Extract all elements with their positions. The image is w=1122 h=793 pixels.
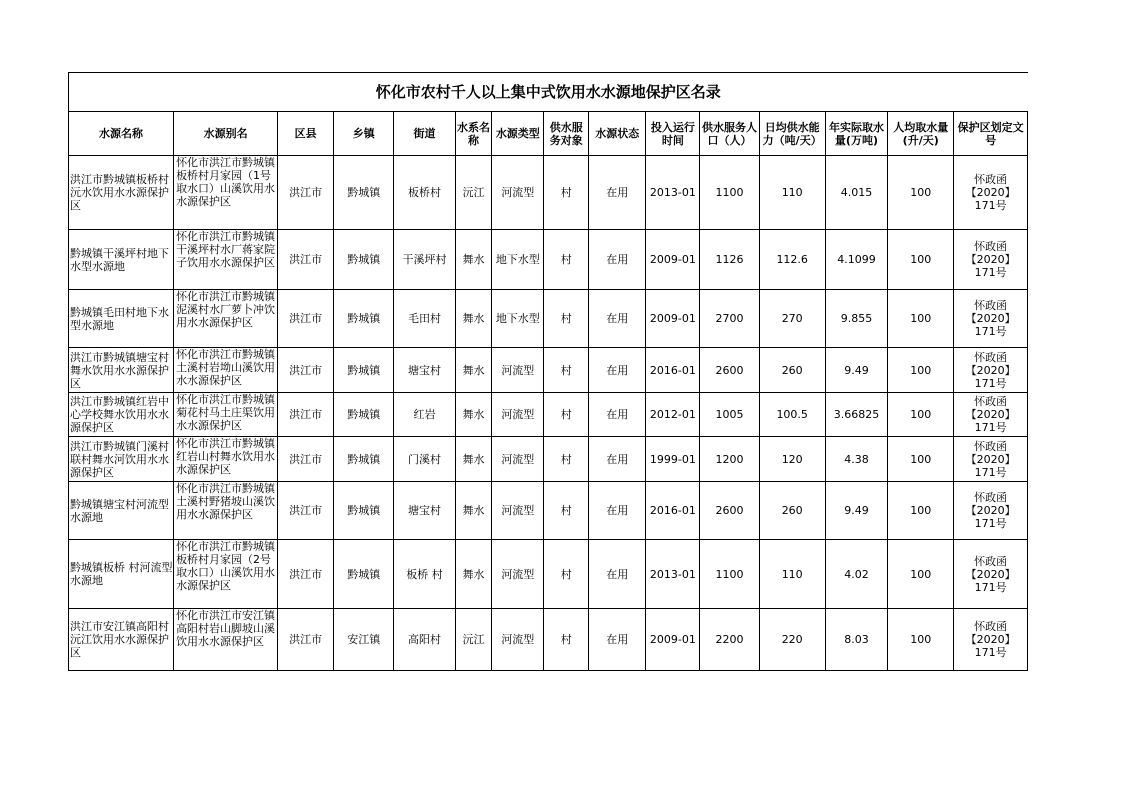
cell-county: 洪江市 [278, 393, 334, 437]
cell-river: 舞水 [455, 290, 492, 348]
cell-name: 洪江市黔城镇红岩中心学校舞水饮用水水源保护区 [69, 393, 174, 437]
column-header: 水系名称 [455, 112, 492, 156]
cell-street: 高阳村 [394, 609, 455, 671]
cell-date: 2016-01 [646, 348, 700, 393]
cell-river: 舞水 [455, 437, 492, 482]
cell-type: 河流型 [492, 437, 544, 482]
cell-street: 塘宝村 [394, 482, 455, 540]
cell-street: 红岩 [394, 393, 455, 437]
cell-county: 洪江市 [278, 290, 334, 348]
cell-percap: 100 [888, 437, 954, 482]
cell-cap: 112.6 [759, 230, 825, 290]
cell-county: 洪江市 [278, 348, 334, 393]
cell-percap: 100 [888, 540, 954, 609]
cell-cap: 110 [759, 540, 825, 609]
cell-name: 洪江市黔城镇板桥村沅水饮用水水源保护区 [69, 156, 174, 230]
cell-date: 1999-01 [646, 437, 700, 482]
cell-doc: 怀政函【2020】171号 [954, 540, 1028, 609]
cell-type: 河流型 [492, 540, 544, 609]
cell-target: 村 [544, 230, 589, 290]
cell-type: 地下水型 [492, 290, 544, 348]
column-header: 区县 [278, 112, 334, 156]
cell-river: 舞水 [455, 230, 492, 290]
column-header: 日均供水能力（吨/天） [759, 112, 825, 156]
cell-status: 在用 [589, 482, 646, 540]
column-header: 人均取水量(升/天) [888, 112, 954, 156]
cell-status: 在用 [589, 609, 646, 671]
cell-alias: 怀化市洪江市安江镇高阳村岩山脚坡山溪饮用水水源保护区 [174, 609, 278, 671]
cell-name: 黔城镇毛田村地下水型水源地 [69, 290, 174, 348]
cell-pop: 1100 [700, 540, 759, 609]
cell-status: 在用 [589, 348, 646, 393]
table-row [69, 230, 1028, 290]
cell-percap: 100 [888, 230, 954, 290]
cell-street: 干溪坪村 [394, 230, 455, 290]
cell-type: 河流型 [492, 393, 544, 437]
table-row [69, 393, 1028, 437]
cell-annual: 4.015 [825, 156, 887, 230]
cell-alias: 怀化市洪江市黔城镇红岩山村舞水饮用水水源保护区 [174, 437, 278, 482]
cell-name: 洪江市黔城镇塘宝村舞水饮用水水源保护区 [69, 348, 174, 393]
cell-target: 村 [544, 609, 589, 671]
cell-target: 村 [544, 540, 589, 609]
cell-annual: 4.38 [825, 437, 887, 482]
cell-cap: 120 [759, 437, 825, 482]
cell-name: 黔城镇干溪坪村地下水型水源地 [69, 230, 174, 290]
cell-town: 黔城镇 [334, 482, 394, 540]
cell-name: 黔城镇板桥 村河流型水源地 [69, 540, 174, 609]
column-header: 保护区划定文号 [954, 112, 1028, 156]
cell-annual: 4.02 [825, 540, 887, 609]
cell-percap: 100 [888, 156, 954, 230]
column-header: 水源别名 [174, 112, 278, 156]
cell-date: 2009-01 [646, 290, 700, 348]
cell-status: 在用 [589, 230, 646, 290]
cell-type: 河流型 [492, 348, 544, 393]
cell-doc: 怀政函【2020】171号 [954, 437, 1028, 482]
table-title: 怀化市农村千人以上集中式饮用水水源地保护区名录 [69, 73, 1028, 112]
column-header: 水源类型 [492, 112, 544, 156]
cell-street: 塘宝村 [394, 348, 455, 393]
cell-date: 2012-01 [646, 393, 700, 437]
cell-type: 河流型 [492, 609, 544, 671]
cell-percap: 100 [888, 482, 954, 540]
cell-annual: 9.49 [825, 348, 887, 393]
cell-river: 舞水 [455, 393, 492, 437]
table-row [69, 540, 1028, 609]
cell-alias: 怀化市洪江市黔城镇板桥村月家园（1号取水口）山溪饮用水水源保护区 [174, 156, 278, 230]
cell-doc: 怀政函【2020】171号 [954, 156, 1028, 230]
cell-county: 洪江市 [278, 540, 334, 609]
cell-alias: 怀化市洪江市黔城镇土溪村野猪坡山溪饮用水水源保护区 [174, 482, 278, 540]
cell-date: 2009-01 [646, 230, 700, 290]
column-header: 水源名称 [69, 112, 174, 156]
cell-alias: 怀化市洪江市黔城镇菊花村马土庄渠饮用水水源保护区 [174, 393, 278, 437]
cell-street: 门溪村 [394, 437, 455, 482]
cell-cap: 260 [759, 482, 825, 540]
cell-pop: 2200 [700, 609, 759, 671]
column-header: 供水服务人口（人） [700, 112, 759, 156]
cell-pop: 2600 [700, 482, 759, 540]
cell-cap: 270 [759, 290, 825, 348]
cell-doc: 怀政函【2020】171号 [954, 482, 1028, 540]
table-row [69, 348, 1028, 393]
cell-street: 板桥村 [394, 156, 455, 230]
cell-alias: 怀化市洪江市黔城镇干溪坪村水厂蒋家院子饮用水水源保护区 [174, 230, 278, 290]
column-header: 水源状态 [589, 112, 646, 156]
cell-target: 村 [544, 482, 589, 540]
cell-type: 河流型 [492, 156, 544, 230]
cell-target: 村 [544, 290, 589, 348]
cell-town: 黔城镇 [334, 437, 394, 482]
cell-alias: 怀化市洪江市黔城镇板桥村月家园（2号取水口）山溪饮用水水源保护区 [174, 540, 278, 609]
cell-pop: 2700 [700, 290, 759, 348]
cell-date: 2013-01 [646, 540, 700, 609]
column-header: 乡镇 [334, 112, 394, 156]
column-header: 供水服务对象 [544, 112, 589, 156]
header-row [69, 112, 1028, 156]
cell-date: 2009-01 [646, 609, 700, 671]
spreadsheet [68, 72, 1028, 671]
cell-pop: 2600 [700, 348, 759, 393]
cell-status: 在用 [589, 156, 646, 230]
table-row [69, 290, 1028, 348]
cell-date: 2016-01 [646, 482, 700, 540]
cell-town: 黔城镇 [334, 156, 394, 230]
cell-cap: 110 [759, 156, 825, 230]
column-header: 街道 [394, 112, 455, 156]
table-row [69, 609, 1028, 671]
cell-pop: 1200 [700, 437, 759, 482]
cell-annual: 9.855 [825, 290, 887, 348]
cell-doc: 怀政函【2020】171号 [954, 348, 1028, 393]
cell-county: 洪江市 [278, 230, 334, 290]
cell-river: 沅江 [455, 156, 492, 230]
cell-county: 洪江市 [278, 482, 334, 540]
cell-status: 在用 [589, 393, 646, 437]
cell-county: 洪江市 [278, 156, 334, 230]
cell-town: 安江镇 [334, 609, 394, 671]
cell-annual: 4.1099 [825, 230, 887, 290]
cell-street: 板桥 村 [394, 540, 455, 609]
cell-town: 黔城镇 [334, 393, 394, 437]
cell-town: 黔城镇 [334, 230, 394, 290]
cell-type: 地下水型 [492, 230, 544, 290]
cell-alias: 怀化市洪江市黔城镇泥溪村水厂萝卜冲饮用水水源保护区 [174, 290, 278, 348]
cell-pop: 1126 [700, 230, 759, 290]
cell-river: 舞水 [455, 348, 492, 393]
cell-county: 洪江市 [278, 609, 334, 671]
cell-doc: 怀政函【2020】171号 [954, 230, 1028, 290]
cell-status: 在用 [589, 540, 646, 609]
cell-target: 村 [544, 393, 589, 437]
cell-town: 黔城镇 [334, 290, 394, 348]
cell-target: 村 [544, 156, 589, 230]
cell-town: 黔城镇 [334, 540, 394, 609]
cell-town: 黔城镇 [334, 348, 394, 393]
cell-name: 黔城镇塘宝村河流型水源地 [69, 482, 174, 540]
cell-annual: 3.66825 [825, 393, 887, 437]
column-header: 投入运行时间 [646, 112, 700, 156]
cell-river: 舞水 [455, 482, 492, 540]
water-source-table [68, 72, 1028, 671]
cell-percap: 100 [888, 609, 954, 671]
cell-cap: 100.5 [759, 393, 825, 437]
cell-cap: 220 [759, 609, 825, 671]
cell-target: 村 [544, 348, 589, 393]
cell-percap: 100 [888, 348, 954, 393]
cell-pop: 1005 [700, 393, 759, 437]
cell-status: 在用 [589, 437, 646, 482]
cell-name: 洪江市黔城镇门溪村联村舞水河饮用水水源保护区 [69, 437, 174, 482]
cell-alias: 怀化市洪江市黔城镇土溪村岩坳山溪饮用水水源保护区 [174, 348, 278, 393]
cell-annual: 8.03 [825, 609, 887, 671]
column-header: 年实际取水量(万吨) [825, 112, 887, 156]
cell-percap: 100 [888, 393, 954, 437]
cell-doc: 怀政函【2020】171号 [954, 609, 1028, 671]
cell-doc: 怀政函【2020】171号 [954, 290, 1028, 348]
table-row [69, 437, 1028, 482]
cell-pop: 1100 [700, 156, 759, 230]
cell-cap: 260 [759, 348, 825, 393]
cell-date: 2013-01 [646, 156, 700, 230]
table-row [69, 156, 1028, 230]
cell-street: 毛田村 [394, 290, 455, 348]
cell-target: 村 [544, 437, 589, 482]
cell-percap: 100 [888, 290, 954, 348]
cell-county: 洪江市 [278, 437, 334, 482]
cell-river: 沅江 [455, 609, 492, 671]
cell-annual: 9.49 [825, 482, 887, 540]
cell-status: 在用 [589, 290, 646, 348]
table-row [69, 482, 1028, 540]
cell-river: 舞水 [455, 540, 492, 609]
cell-name: 洪江市安江镇高阳村沅江饮用水水源保护区 [69, 609, 174, 671]
cell-doc: 怀政函【2020】171号 [954, 393, 1028, 437]
cell-type: 河流型 [492, 482, 544, 540]
